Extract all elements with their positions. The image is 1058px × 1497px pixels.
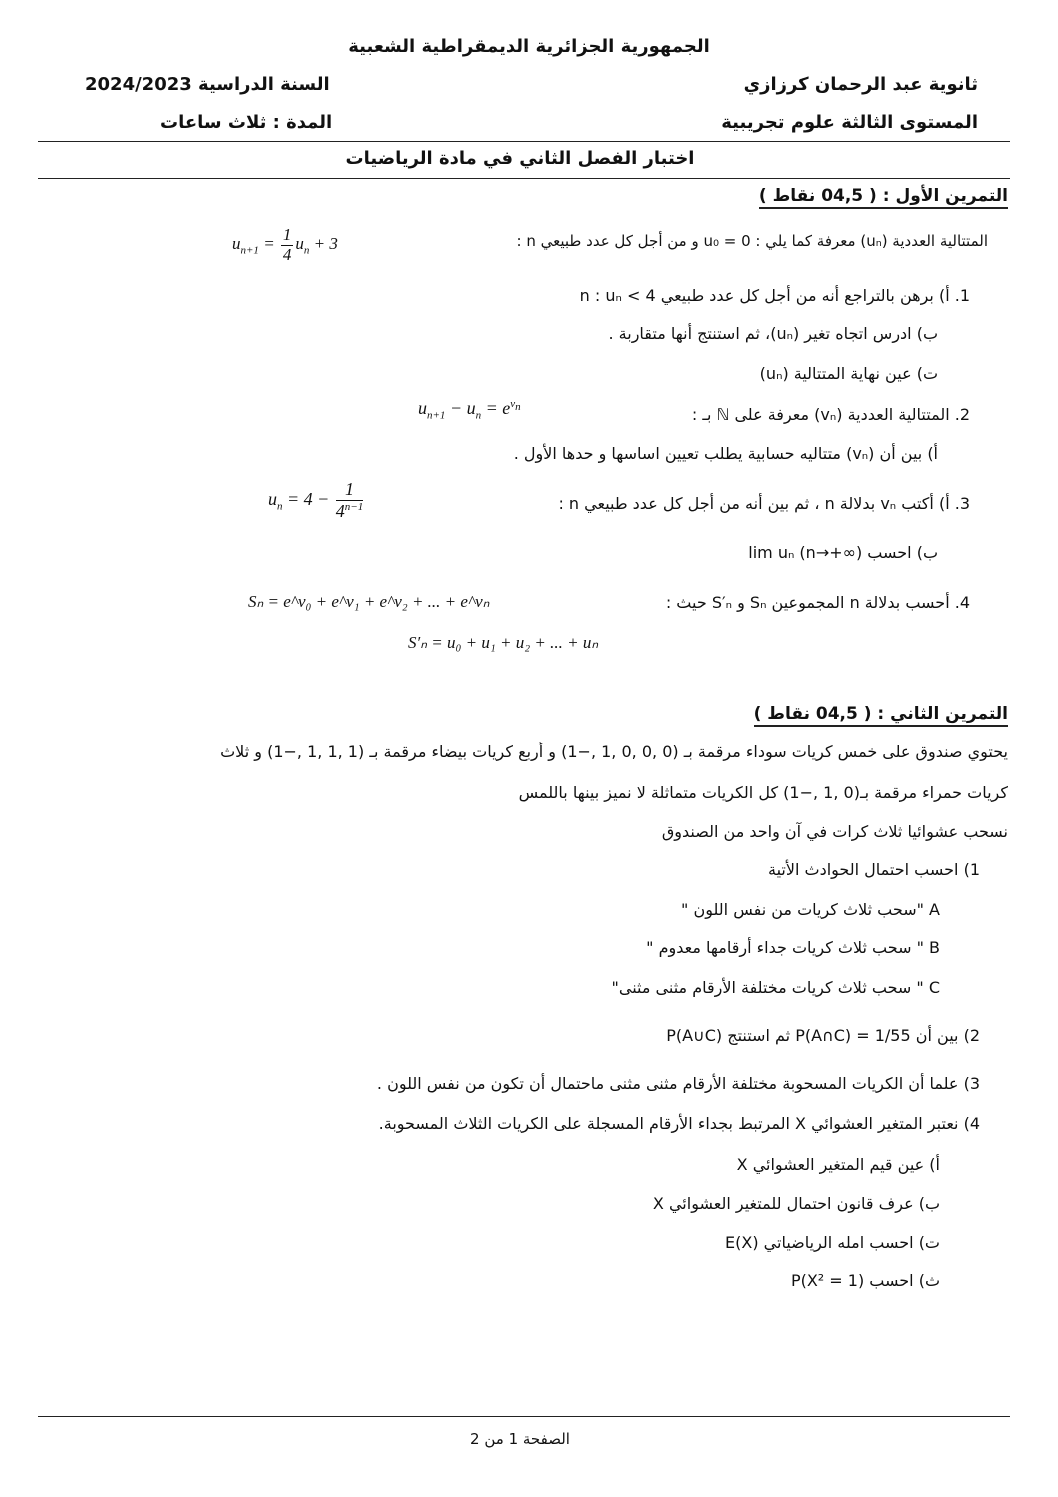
republic-title: الجمهورية الجزائرية الديمقراطية الشعبية [348,36,710,57]
ex2-q2: 2) بين أن P(A∩C) = 1/55 ثم استنتج P(A∪C) [666,1026,980,1045]
ex2-q4d: ث) احسب P(X² = 1) [790,1271,940,1290]
school-name: ثانوية عبد الرحمان كرزازي [743,74,978,95]
ex1-title: التمرين الأول : ( 04,5 نقاط ) [759,186,1008,209]
header-divider-top [38,141,1010,142]
ex2-event-c: C " سحب ثلاث كريات مختلفة الأرقام مثنى مثنى" [611,978,940,997]
ex2-q4: 4) نعتبر المتغير العشوائي X المرتبط بجداء الأرقام المسجلة على الكريات الثلاث المسحوبة. [378,1114,980,1133]
header-divider-bottom [38,178,1010,179]
ex2-q4c: ت) احسب امله الرياضياتي E(X) [725,1233,940,1252]
ex1-sum-s-prime: S′ₙ = u₀ + u₁ + u₂ + ... + uₙ [408,633,599,652]
ex1-q3-formula: $u_n = 4$ − $\frac{1}{4^{n-1}}$ [268,479,364,521]
page-number: الصفحة 1 من 2 [470,1430,570,1448]
ex2-q4b: ب) عرف قانون احتمال للمتغير العشوائي X [652,1194,940,1213]
ex1-q3b: ب) احسب lim uₙ (n→+∞) [748,543,938,562]
ex1-q2a: أ) بين أن (vₙ) متتاليه حسابية يطلب تعيين اساسها و حدها الأول . [513,444,938,463]
ex2-event-a: A "سحب ثلاث كريات من نفس اللون " [681,900,940,919]
ex2-q1: 1) احسب احتمال الحوادث الأتية [768,860,980,879]
fraction: $\frac{1}{4^{n-1}}$ [335,479,364,521]
ex2-q3: 3) علما أن الكريات المسحوبة مختلفة الأرقام مثنى مثنى ماحتمال أن تكون من نفس اللون . [376,1074,980,1093]
level: المستوى الثالثة علوم تجريبية [721,112,978,133]
ex1-recurrence: $u_{n+1}$ = $\frac{1}{4}$ $u_n + 3$ [232,225,338,264]
ex1-q3a: 3. أ) أكتب vₙ بدلالة n ، ثم بين أنه من أجل كل عدد طبيعي n : [558,494,970,513]
footer-divider [38,1416,1010,1417]
duration: المدة : ثلاث ساعات [160,112,333,133]
ex1-intro: المتتالية العددية (uₙ) معرفة كما يلي : u₀ = 0 و من أجل كل عدد طبيعي n : [516,232,988,250]
ex2-paragraph-1: يحتوي صندوق على خمس كريات سوداء مرقمة بـ (0 ,0 ,0 ,1 ,−1) و أربع كريات بيضاء مرقمة بـ (1 ,1 ,1 ,−1) و ثلاث [220,742,1008,761]
fraction: $\frac{1}{4}$ [282,225,292,264]
ex2-title: التمرين الثاني : ( 04,5 نقاط ) [754,704,1008,727]
ex1-q2: 2. المتتالية العددية (vₙ) معرفة على ℕ بـ : [691,405,970,424]
ex2-q4a: أ) عين قيم المتغير العشوائي X [736,1155,940,1174]
ex1-q2-relation: $u_{n+1} - u_n = e^{v_n}$ [418,398,521,422]
ex1-sum-s: Sₙ = e^v₀ + e^v₁ + e^v₂ + ... + e^vₙ [248,592,490,611]
ex1-q1b: ب) ادرس اتجاه تغير (uₙ)، ثم استنتج أنها متقاربة . [608,324,938,343]
ex2-paragraph-3: نسحب عشوائيا ثلاث كرات في آن واحد من الصندوق [661,822,1008,841]
ex2-paragraph-2: كريات حمراء مرقمة بـ(0 ,1 ,−1) كل الكريات متماثلة لا نميز بينها باللمس [518,783,1008,802]
ex2-event-b: B " سحب ثلاث كريات جداء أرقامها معدوم " [646,938,940,957]
ex1-q1c: ت) عين نهاية المتتالية (uₙ) [759,364,938,383]
ex1-q4: 4. أحسب بدلالة n المجموعين Sₙ و S′ₙ حيث : [665,593,970,612]
ex1-q1a: 1. أ) برهن بالتراجع أنه من أجل كل عدد طبيعي n : uₙ < 4 [579,286,970,305]
exam-title: اختبار الفصل الثاني في مادة الرياضيات [345,148,695,169]
school-year: السنة الدراسية 2024/2023 [85,74,330,95]
